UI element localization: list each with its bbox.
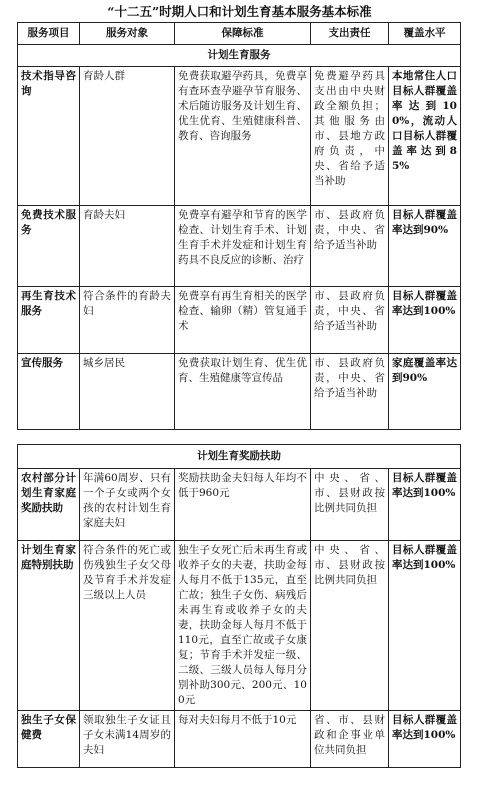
- row-standard: 免费获取计划生育、优生优育、生殖健康等宣传品: [175, 354, 311, 430]
- row-standard: 每对夫妇每月不低于10元: [175, 711, 311, 768]
- header-payer: 支出责任: [311, 23, 389, 45]
- table-row: [18, 469, 461, 541]
- row-project: 计划生育家庭特别扶助: [18, 541, 80, 711]
- row-standard: 免费享有再生育相关的医学检查、输卵（精）管复通手术: [175, 287, 311, 354]
- section-row: [18, 445, 461, 469]
- row-target: 育龄夫妇: [80, 206, 175, 287]
- row-project: 免费技术服务: [18, 206, 80, 287]
- row-target: 年满60周岁、只有一个子女或两个女孩的农村计划生育家庭夫妇: [80, 469, 175, 541]
- header-project: 服务项目: [18, 23, 80, 45]
- table-row: [18, 354, 461, 430]
- row-payer: 省、市、县财政和企事业单位共同负担: [311, 711, 389, 768]
- reward-support-table: [17, 444, 461, 768]
- service-standards-table: [17, 22, 461, 430]
- row-standard: 奖励扶助金夫妇每人年均不低于960元: [175, 469, 311, 541]
- row-payer: 市、县政府负责，中央、省给予适当补助: [311, 287, 389, 354]
- row-coverage: 目标人群覆盖率达到100%: [389, 711, 461, 768]
- row-target: 育龄人群: [80, 67, 175, 206]
- row-target: 城乡居民: [80, 354, 175, 430]
- table-row: [18, 541, 461, 711]
- row-project: 技术指导咨询: [18, 67, 80, 206]
- header-standard: 保障标准: [175, 23, 311, 45]
- row-coverage: 本地常住人口目标人群覆盖率达到100%，流动人口目标人群覆盖率达到85%: [389, 67, 461, 206]
- row-project: 独生子女保健费: [18, 711, 80, 768]
- page-title: “十二五”时期人口和计划生育基本服务基本标准: [107, 4, 372, 19]
- table-row: [18, 287, 461, 354]
- row-target: 领取独生子女证且子女未满14周岁的夫妇: [80, 711, 175, 768]
- header-coverage: 覆盖水平: [389, 23, 461, 45]
- row-coverage: 目标人群覆盖率达到100%: [389, 541, 461, 711]
- row-coverage: 目标人群覆盖率达到100%: [389, 287, 461, 354]
- row-project: 宣传服务: [18, 354, 80, 430]
- table-row: [18, 67, 461, 206]
- row-coverage: 目标人群覆盖率达到90%: [389, 206, 461, 287]
- row-payer: 市、县政府负责，中央、省给予适当补助: [311, 354, 389, 430]
- row-payer: 中央、省、市、县财政按比例共同负担: [311, 541, 389, 711]
- row-payer: 市、县政府负责，中央、省给予适当补助: [311, 206, 389, 287]
- row-standard: 免费享有避孕和节育的医学检查、计划生育手术、计划生育手术并发症和计划生育药具不良反应的诊断、治疗: [175, 206, 311, 287]
- section-title: 计划生育服务: [18, 45, 461, 67]
- section-row: [18, 45, 461, 67]
- section-title: 计划生育奖励扶助: [18, 445, 461, 469]
- row-project: 农村部分计划生育家庭奖励扶助: [18, 469, 80, 541]
- row-payer: 中央、省、市、县财政按比例共同负担: [311, 469, 389, 541]
- header-target: 服务对象: [80, 23, 175, 45]
- table-row: [18, 711, 461, 768]
- row-target: 符合条件的育龄夫妇: [80, 287, 175, 354]
- row-coverage: 家庭覆盖率达到90%: [389, 354, 461, 430]
- row-standard: 免费获取避孕药具，免费享有查环查孕避孕节育服务、术后随访服务及计划生育、优生优育、生殖健康科普、教育、咨询服务: [175, 67, 311, 206]
- table-row: [18, 206, 461, 287]
- row-target: 符合条件的死亡或伤残独生子女父母及节育手术并发症三级以上人员: [80, 541, 175, 711]
- row-project: 再生育技术服务: [18, 287, 80, 354]
- row-standard: 独生子女死亡后未再生育或收养子女的夫妻，扶助金每人每月不低于135元，直至亡故；独生子女伤、病残后未再生育或收养子女的夫妻，扶助金每人每月不低于110元，直至亡故或子女康复；节育手术并发症一级、二级、三级人员每人每月分别补助300元、200元、100元: [175, 541, 311, 711]
- header-row: [18, 23, 461, 45]
- row-payer: 免费避孕药具支出由中央财政全额负担；其他服务由市、县地方政府负责，中央、省给予适当补助: [311, 67, 389, 206]
- row-coverage: 目标人群覆盖率达到100%: [389, 469, 461, 541]
